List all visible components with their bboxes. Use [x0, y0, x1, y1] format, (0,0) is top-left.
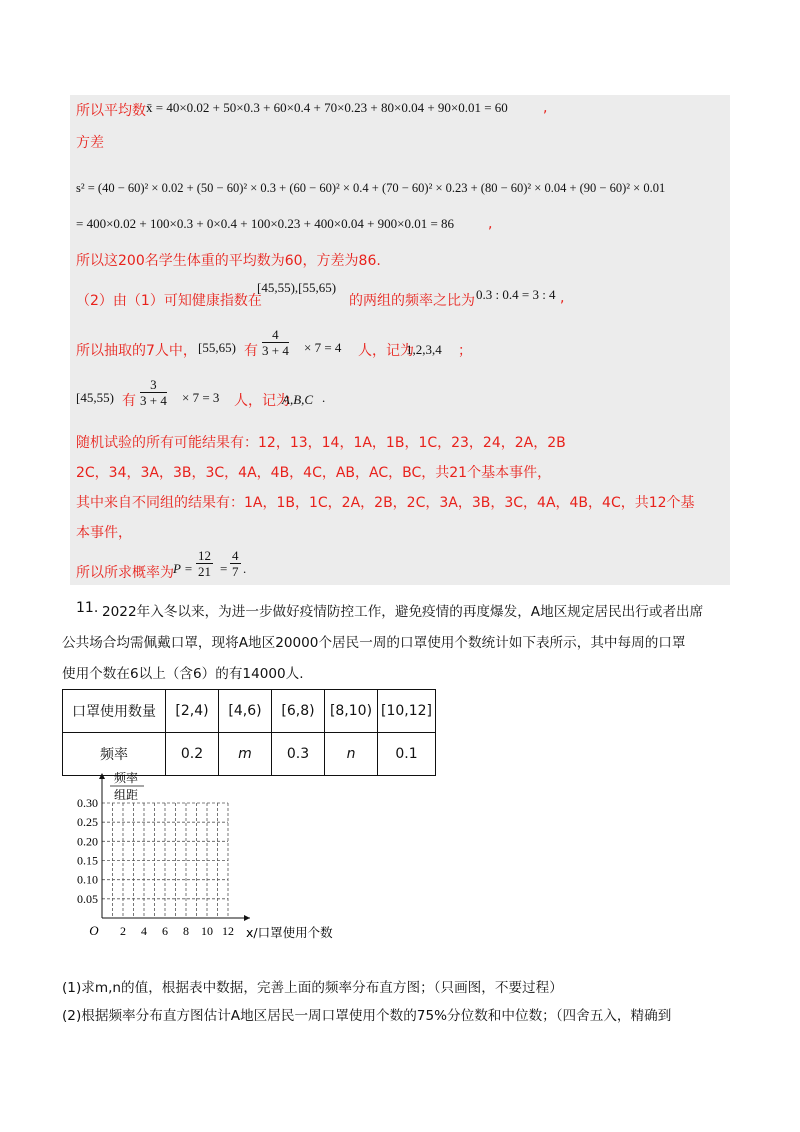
fraction-12-over-21: $\frac{12}{21}$	[198, 548, 211, 579]
sample-text-b: 人，记为	[358, 343, 414, 359]
conclusion: 所以这200名学生体重的平均数为60，方差为86.	[76, 253, 381, 269]
sample-has-1: 有	[244, 343, 258, 359]
y-axis-label-numerator: 频率	[113, 771, 139, 785]
sample-interval-1: [55,65)	[198, 340, 236, 355]
variance-formula-1: s² = (40 − 60)² × 0.02 + (50 − 60)² × 0.3 + (60 − 60)² × 0.4 + (70 − 60)² × 0.23 + (80 − 60)² × 0.04 + (90 − 60)² × 0.01	[76, 181, 666, 195]
y-tick-label: 0.15	[77, 853, 98, 868]
sample-text-a: 所以抽取的7人中，	[76, 343, 197, 359]
x-axis-label: x/口罩使用个数	[246, 925, 333, 940]
sample-text-b2: 人，记为	[234, 393, 290, 409]
y-tick-label: 0.05	[77, 891, 98, 906]
fraction-4-over-7: $\frac{4}{3 + 4}$	[262, 327, 289, 358]
fraction-3-over-7: $\frac{3}{3 + 4}$	[140, 377, 167, 408]
fraction-4-over-7-result: $\frac{4}{7}$	[232, 548, 239, 579]
problem-text-line-1: 2022年入冬以来，为进一步做好疫情防控工作，避免疫情的再度爆发，A地区规定居民出行或者出席	[102, 604, 704, 620]
table-cell: [8,10)	[325, 690, 378, 733]
comma: ,	[560, 290, 565, 306]
table-cell: 0.2	[166, 733, 219, 776]
table-cell: 0.1	[378, 733, 436, 776]
table-cell: [4,6)	[219, 690, 272, 733]
sample-interval-2: [45,55)	[76, 390, 114, 405]
probability-label: 所以所求概率为	[76, 565, 174, 581]
frequency-table	[62, 689, 436, 776]
variance-label: 方差	[76, 135, 104, 151]
part2-ratio: 0.3 : 0.4 = 3 : 4	[476, 287, 556, 302]
comma: ,	[543, 100, 548, 116]
x-tick-label: 6	[162, 924, 168, 938]
probability-lhs: P =	[173, 561, 193, 576]
part2-text-a: （2）由（1）可知健康指数在	[76, 293, 262, 309]
sample-eq-2: × 7 = 3	[182, 390, 220, 405]
x-tick-label: 10	[201, 924, 213, 938]
y-axis-arrow-icon	[99, 773, 105, 779]
outcomes-line-1: 随机试验的所有可能结果有：12，13，14，1A，1B，1C，23，24，2A，2B	[76, 435, 566, 451]
y-axis-label-denominator: 组距	[113, 788, 139, 802]
histogram-chart	[60, 765, 360, 950]
y-tick-label: 0.25	[77, 815, 98, 830]
part2-text-b: 的两组的频率之比为	[349, 293, 475, 309]
row-header-frequency: 频率	[63, 733, 166, 776]
period: .	[243, 561, 247, 576]
problem-number: 11.	[76, 600, 99, 616]
sample-has-2: 有	[122, 393, 136, 409]
table-cell: [10,12]	[378, 690, 436, 733]
mean-label: 所以平均数	[76, 103, 146, 119]
table-cell: 0.3	[272, 733, 325, 776]
x-tick-label: 12	[222, 924, 234, 938]
variance-formula-2: = 400×0.02 + 100×0.3 + 0×0.4 + 100×0.23 + 400×0.04 + 900×0.01 = 86	[76, 216, 455, 231]
y-tick-label: 0.20	[77, 834, 98, 849]
question-2: (2)根据频率分布直方图估计A地区居民一周口罩使用个数的75%分位数和中位数；（四舍五入，精确到	[62, 1008, 672, 1024]
row-header-quantity: 口罩使用数量	[63, 690, 166, 733]
question-1: (1)求m,n的值，根据表中数据，完善上面的频率分布直方图；（只画图，不要过程）	[62, 980, 563, 996]
x-tick-label: 8	[183, 924, 189, 938]
y-tick-label: 0.10	[77, 872, 98, 887]
problem-text-line-3: 使用个数在6以上（含6）的有14000人.	[62, 666, 304, 682]
table-cell: [6,8)	[272, 690, 325, 733]
table-cell: [2,4)	[166, 690, 219, 733]
y-tick-label: 0.30	[77, 796, 98, 810]
table-cell: m	[219, 733, 272, 776]
period: .	[322, 390, 326, 405]
comma: ,	[488, 216, 493, 232]
different-groups-line-1: 其中来自不同组的结果有：1A，1B，1C，2A，2B，2C，3A，3B，3C，4A，4B，4C，共12个基	[76, 495, 695, 511]
origin-label: O	[89, 923, 99, 938]
part2-intervals: [45,55),[55,65)	[257, 280, 337, 295]
table-cell: n	[325, 733, 378, 776]
outcomes-line-2: 2C，34，3A，3B，3C，4A，4B，4C，AB，AC，BC，共21个基本事件，	[76, 465, 552, 481]
mean-formula: x̄ = 40×0.02 + 50×0.3 + 60×0.4 + 70×0.23 + 80×0.04 + 90×0.01 = 60	[146, 100, 508, 115]
equals: =	[220, 561, 228, 576]
x-tick-label: 2	[120, 924, 126, 938]
x-tick-label: 4	[141, 924, 147, 938]
different-groups-line-2: 本事件，	[76, 525, 132, 541]
problem-text-line-2: 公共场合均需佩戴口罩，现将A地区20000个居民一周的口罩使用个数统计如下表所示，其中每周的口罩	[62, 635, 686, 651]
table-row	[63, 690, 436, 733]
sample-labels-2: A,B,C	[282, 392, 314, 407]
x-axis-arrow-icon	[244, 915, 250, 921]
semicolon: ；	[458, 343, 472, 359]
sample-eq-1: × 7 = 4	[304, 340, 342, 355]
sample-labels-1: 1,2,3,4	[406, 342, 442, 357]
